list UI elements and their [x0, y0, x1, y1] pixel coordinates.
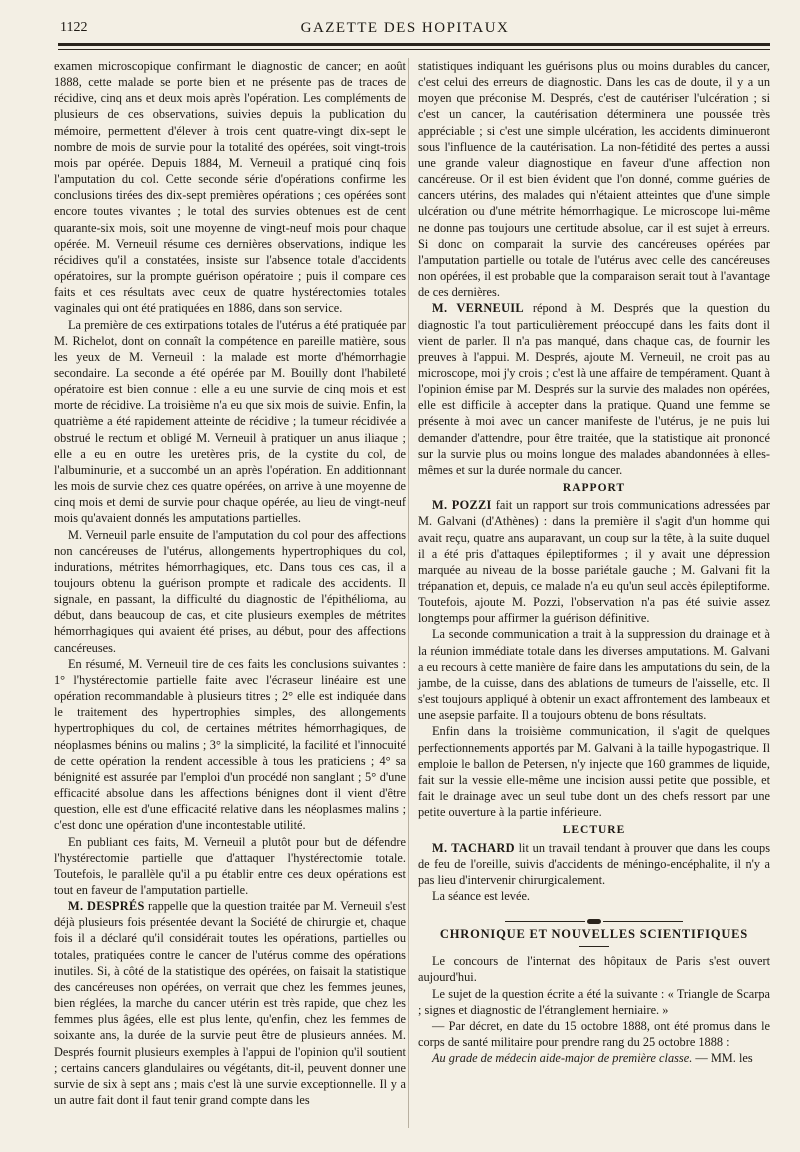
header-rule-thin [58, 49, 770, 50]
right-paragraph-2-text: répond à M. Després que la question du diagnostic l'a tout particulièrement préoccupé dans les faits dont il vient de parler. Il n'a pas manqué, dans chaque cas, de fournir les preuves à l'appui. M. Després, ajoute M. Verneuil, ne croit pas au microscope, moi j'y crois ; c'est là une affaire de tempérament. Quant à l'opinion émise par M. Després sur la survie des malades non opérées, elle est difficile à accepter dans la pratique. Quand une femme se présente à moi avec un cancer manifeste de l'utérus, je ne puis lui demander d'attendre, pour être traitée, que la statistique ait prononcé sur la survie plus ou moins longue des malades abandonnées à elles-mêmes et sur la durée normale du cancer. [418, 301, 770, 477]
left-paragraph-5: En publiant ces faits, M. Verneuil a plutôt pour but de défendre l'hystérectomie partielle que d'attaquer l'hystérectomie totale. Toutefois, le parallèle qu'il a pu établir entre ces deux opérations est tout en faveur de l'amputation partielle. [54, 834, 406, 897]
left-paragraph-3: M. Verneuil parle ensuite de l'amputation du col pour des affections non cancéreuses de l'utérus, allongements hypertrophiques du col, indurations, métrites hémorrhagiques, etc. Dans tous ces cas, il a toujours obtenu la guérison prompte et radicale des accidents. Il signale, en passant, la difficulté du diagnostic de l'épithélioma, au début, dans beaucoup de cas, et cite plusieurs exemples de métrites hémorrhagiques qui avaient été prises, au début, pour des affections cancéreuses. [54, 527, 406, 655]
right-column [418, 58, 770, 1066]
left-paragraph-6-text: rappelle que la question traitée par M. Verneuil s'est déjà plusieurs fois présentée devant la Société de chirurgie et, chaque fois il a déclaré qu'il considérait toutes les opérations, partielles ou totales, pratiquées contre le cancer de l'utérus comme des opérations inutiles. Si, à côté de la statistique des opérées, on faisait la statistique des cancéreuses non opérées, on verrait que chez les femmes jeunes, bien réglées, la marche du cancer utérin est très rapide, que chez les femmes plus âgées, elle est plus lente, qu'enfin, chez les femmes de soixante ans, la durée de la survie peut être de plusieurs années. M. Després fournit plusieurs exemples à l'appui de l'opinion qu'il soutient ; certains cancers glandulaires ou végétants, dit-il, peuvent donner une survie de six à sept ans ; mais c'est là une survie exceptionnelle. Il y a un autre fait dont il faut tenir grand compte dans les [54, 899, 406, 1107]
right-paragraph-3-text: fait un rapport sur trois communications adressées par M. Galvani (d'Athènes) : dans la première il s'agit d'un homme qui avait reçu, quatre ans auparavant, un coup sur la tête, à la suite duquel il a été pris d'attaques épileptiformes ; il y avait une dépression marquée au niveau de la bosse pariétale gauche ; M. Galvani fit la trépanation et, depuis, ce malade n'a eu qu'un seul accès épileptiforme. Toutefois, ajoute M. Pozzi, l'observation n'a pas été suivie assez longtemps pour affirmer la guérison définitive. [418, 498, 771, 626]
left-paragraph-4: En résumé, M. Verneuil tire de ces faits les conclusions suivantes : 1° l'hystérectomie partielle faite avec l'écraseur linéaire est une opération recommandable à plusieurs titres ; 2° elle est indiquée dans le traitement des hypertrophies simples, des allongements hypertrophiques du col, de certaines métrites hémorrhagiques, de néoplasmes bénins ou malins ; 3° la simplicité, la facilité et l'innocuité de cette opération la rendent accessible à tous les praticiens ; 4° sa bénignité est assurée par l'emploi d'un procédé non sanglant ; 5° d'une efficacité absolue dans les affections bénignes dont il vient d'être question, elle est d'une efficacité relative dans les néoplasmes malins ; c'est donc une opération d'une incontestable utilité. [54, 656, 406, 833]
header-rule-thick [58, 43, 770, 46]
heading-rule [579, 946, 609, 947]
section-heading-lecture: LECTURE [562, 824, 626, 837]
page-number: 1122 [60, 20, 88, 35]
right-paragraph-11-tail: — MM. les [695, 1051, 753, 1066]
left-column [54, 58, 406, 1108]
section-ornament [418, 912, 770, 920]
right-paragraph-6-text: lit un travail tendant à prouver que dans les coups de feu de l'oreille, suivis d'accidents de méningo-encéphalite, il n'y a pas lieu d'intervenir chirurgicalement. [418, 840, 771, 887]
left-paragraph-2: La première de ces extirpations totales de l'utérus a été pratiquée par M. Richelot, dont on connaît la compétence en pareille matière, sous les yeux de M. Verneuil : la malade est morte d'hémorrhagie secondaire. La seconde a été opérée par M. Bouilly dont l'habileté opératoire est bien connue : elle a eu une survie de cinq mois et est morte de récidive. La troisième n'a eu que six mois de suivie. Enfin, la quatrième a été rapidement atteinte de récidive ; la tumeur récidivée a obstrué le rectum et obligé M. Verneuil à pratiquer un anus iliaque ; elle a eu en outre les uretères pris, de la cystite du col, de l'albuminurie, et a succombé un an après l'opération. En additionnant les mois de survie chez ces quatre opérées, on arrive à une moyenne de cinq mois et demi de survie pour chaque opérée, au lieu de vingt-neuf mois qu'avaient donnés les amputations partielles. [54, 317, 406, 526]
column-divider [408, 58, 409, 1128]
right-paragraph-5: Enfin dans la troisième communication, il s'agit de quelques perfectionnements apportés par M. Galvani à la taille hypogastrique. Il emploie le ballon de Petersen, n'y injecte que 160 grammes de liquide, fait sur la vessie elle-même une incision aussi petite que possible, et fait le drainage avec un seul tube dont un des chefs ressort par une petite ouverture à la partie inférieure. [418, 724, 770, 820]
running-title: GAZETTE DES HOPITAUX [300, 20, 510, 36]
right-paragraph-10: — Par décret, en date du 15 octobre 1888, ont été promus dans le corps de santé militaire pour prendre rang du 25 octobre 1888 : [418, 1018, 770, 1050]
italic-rank: Au grade de médecin aide-major de première classe. [432, 1051, 693, 1066]
right-paragraph-7: La séance est levée. [432, 888, 531, 903]
left-paragraph-6 [54, 898, 406, 1108]
right-paragraph-6 [418, 840, 770, 888]
speaker-name: M. VERNEUIL [432, 301, 524, 316]
right-paragraph-3 [418, 497, 770, 626]
right-paragraph-2 [418, 300, 770, 478]
left-paragraph-1: examen microscopique confirmant le diagnostic de cancer; en août 1888, cette malade se porte bien et ne présente pas de traces de récidive, cinq ans et deux mois après l'opération. Les compléments de plusieurs de ces observations, suivies depuis la publication du mémoire, permettent d'élever à trois cent quatre-vingt dix-sept le nombre de mois de survie pour la totalité des opérées, soit vingt-trois mois par opérée. Depuis 1884, M. Verneuil a pratiqué cinq fois l'amputation du col. Cette seconde série d'opérations confirme les conclusions tirées des dix-sept premières opérations ; ces opérées sont encore toutes vivantes ; le total des survies obtenues est de cent quarante-six mois, soit une moyenne de vingt-neuf mois pour chaque opérée. M. Verneuil résume ces dernières observations, indique les récidives qu'il a constatées, insiste sur l'absence totale d'accidents opératoires, sur la prompte guérison opératoire ; puis il compare ces faits et ces résultats avec ceux de quatre hystérectomies totales vaginales qui ont été pratiquées en 1886, dans son service. [54, 59, 406, 316]
right-paragraph-4: La seconde communication a trait à la suppression du drainage et à la réunion immédiate totale dans les diverses amputations. M. Galvani a eu recours à cette manière de faire dans les amputations du sein, de la jambe, de la cuisse, dans des ablations de tumeurs de l'aisselle, etc. Il s'est toujours appliqué à obtenir un exact affrontement des lambeaux et une asepsie parfaite. Il a toujours obtenu de bons résultats. [418, 627, 770, 723]
right-paragraph-1: statistiques indiquant les guérisons plus ou moins durables du cancer, c'est celui des erreurs de diagnostic. Dans les cas de doute, il y a un moyen que préconise M. Després, c'est de cautériser l'ulcération ; si c'est un cancer, la cautérisation déterminera une poussée très appréciable ; si c'est une simple ulcération, les accidents diminueront sous l'influence de la cautérisation. La non-fétidité des pertes a aussi une grande valeur diagnostique en faveur d'une affection non cancéreuse. Or il est bien évident que l'on donné, comme guéries de cancers utérins, des malades qui n'étaient atteintes que d'une simple ulcération ou d'une métrite hémorrhagique. Le microscope lui-même ne donne pas toujours une certitude absolue, car il est sujet à erreurs. Si donc on comparait la survie des cancéreuses opérées par l'amputation partielle ou totale de l'utérus avec celle des cancéreuses non opérées, il est probable que la comparaison serait tout à l'avantage de ces dernières. [418, 59, 770, 300]
right-paragraph-8: Le concours de l'internat des hôpitaux de Paris s'est ouvert aujourd'hui. [418, 954, 770, 985]
right-paragraph-11 [418, 1050, 770, 1066]
page-header [40, 20, 770, 42]
speaker-name: M. DESPRÉS [68, 899, 145, 914]
right-paragraph-9: Le sujet de la question écrite a été la suivante : « Triangle de Scarpa ; signes et diagnostic de l'étranglement herniaire. » [418, 986, 770, 1017]
section-heading-chronique: CHRONIQUE ET NOUVELLES SCIENTIFIQUES [439, 927, 749, 942]
speaker-name: M. TACHARD [432, 840, 515, 855]
section-heading-rapport: RAPPORT [562, 482, 626, 495]
speaker-name: M. POZZI [432, 498, 492, 513]
